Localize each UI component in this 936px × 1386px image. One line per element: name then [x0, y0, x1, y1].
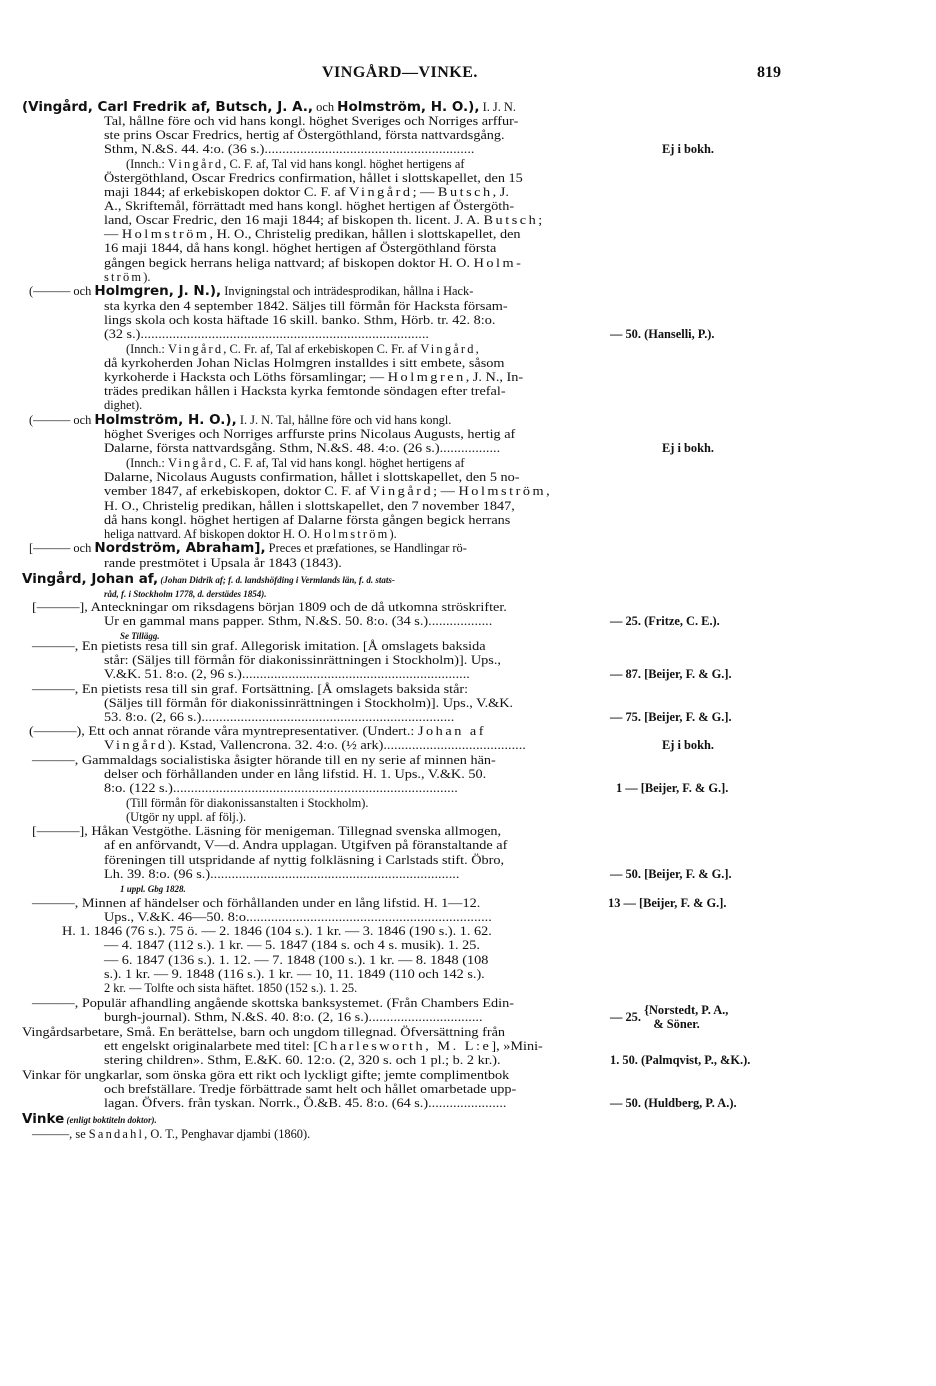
price-entry: — 87. [Beijer, F. & G.]. [610, 667, 732, 681]
line-segment: s.). 1 kr. — 9. 1848 (116 s.). 1 kr. — 10, 11. 1849 (110 och 142 s.). [104, 967, 485, 981]
line-segment: delser och förhållanden under en lång lifstid. H. 1. Ups., V.&K. 50. [104, 767, 487, 781]
line-segment: 1 uppl. Gbg 1828. [120, 884, 186, 894]
line-segment: maji 1844; af erkebiskopen doktor C. F. af [104, 185, 350, 199]
text-line [104, 513, 510, 528]
line-segment: ———, se [32, 1127, 89, 1141]
line-segment: , C. F. af, Tal vid hans kongl. höghet hertigens af [223, 157, 465, 171]
text-line [120, 881, 186, 897]
text-line [29, 413, 451, 428]
line-segment: land, Oscar Fredric, den 16 maji 1844; af biskopen th. licent. J. A. [104, 213, 484, 227]
entry-heading: Nordström, Abraham], [94, 540, 266, 556]
line-segment: Johan af [417, 724, 487, 738]
text-line [104, 313, 495, 328]
text-line [104, 327, 429, 342]
text-line [104, 227, 521, 242]
text-line [104, 185, 509, 200]
text-line [104, 910, 492, 925]
text-line [104, 142, 474, 157]
text-line [32, 753, 496, 768]
line-segment: A., Skriftemål, förrättadt med hans kongl. höghet hertigen af Östergöth- [104, 199, 515, 213]
line-segment: ). Kstad, Vallencrona. 32. 4:o. (½ ark)........................................ [167, 738, 526, 752]
line-segment: H. 1. 1846 (76 s.). 75 ö. — 2. 1846 (104 s.). 1 kr. — 3. 1846 (190 s.). 1. 62. [62, 924, 492, 938]
line-segment: Dalarne, första nattvardsgång. Sthm, N.&S. 48. 4:o. (26 s.)................. [104, 441, 501, 455]
line-segment: ———, Gammaldags socialistiska åsigter hörande till en ny serie af minnen hän- [32, 753, 496, 767]
line-segment: , [475, 342, 479, 356]
text-line [32, 1127, 310, 1142]
line-segment: råd, f. i Stockholm 1778, d. derstädes 1854). [104, 589, 267, 599]
line-segment: 8:o. (122 s.)................................................................................ [104, 781, 458, 795]
price-entry: — 25. {Norstedt, P. A., & Söner. [610, 1003, 729, 1031]
line-segment: (Innch.: [126, 342, 168, 356]
line-segment: ; [538, 213, 543, 227]
text-line [104, 981, 357, 996]
text-line [104, 370, 523, 385]
price-entry: 1. 50. (Palmqvist, P., &K.). [610, 1053, 751, 1067]
line-segment: , J. [492, 185, 509, 199]
line-segment: ett engelskt originalarbete med titel: [ [104, 1039, 319, 1053]
line-segment: ; — [433, 484, 459, 498]
line-segment: lings skola och kosta häftade 16 skill. banko. Sthm, Hörb. tr. 42. 8:o. [104, 313, 496, 327]
line-segment: Vingård [167, 157, 224, 171]
line-segment: H. O., Christelig predikan, hållen i slottskapellet, den 7 november 1847, [104, 499, 515, 513]
line-segment: ste prins Oscar Fredrics, hertig af Östergöthland, första nattvardsgång. [104, 128, 505, 142]
line-segment: (——— och [29, 413, 95, 427]
line-segment: ström [104, 270, 144, 284]
text-line [104, 441, 500, 456]
line-segment: Butsch [483, 213, 539, 227]
text-line [104, 710, 454, 725]
line-segment: (Johan Didrik af; f. d. landshöfding i Vermlands län, f. d. stats- [158, 575, 395, 585]
text-line [29, 541, 467, 556]
text-line [104, 738, 526, 753]
text-line [104, 484, 550, 499]
line-segment: lagan. Öfvers. från tyskan. Norrk., Ö.&B. 45. 8:o. (64 s.)...................... [104, 1096, 507, 1110]
line-segment: , [546, 484, 550, 498]
line-segment: sta kyrka den 4 september 1842. Säljes till förmån för Hacksta försam- [104, 299, 508, 313]
line-segment: trädes predikan hållen i Hacksta kyrka femtonde söndagen efter trefal- [104, 384, 506, 398]
price-entry: — 50. (Hanselli, P.). [610, 327, 715, 341]
text-line [104, 853, 504, 868]
line-segment: (32 s.)................................................................................. [104, 327, 429, 341]
line-segment: Charlesworth, M. L:e [318, 1039, 492, 1053]
line-segment: 2 kr. — Tolfte och sista häftet. 1850 (152 s.). 1. 25. [104, 981, 358, 995]
text-line [126, 157, 464, 172]
line-segment: ). [389, 527, 397, 541]
text-line [104, 213, 542, 228]
line-segment: Vingård [420, 342, 476, 356]
text-line [104, 128, 505, 143]
text-line [32, 824, 501, 839]
line-segment: ). [143, 270, 151, 284]
page-number: 819 [757, 64, 781, 81]
line-segment: dighet). [104, 398, 143, 412]
text-line [104, 696, 513, 711]
line-segment: , C. Fr. af, Tal af erkebiskopen C. Fr. af [223, 342, 421, 356]
entry-heading: Vingård, Johan af, [22, 571, 159, 587]
line-segment: och [313, 100, 338, 114]
text-line [22, 1112, 157, 1128]
text-line [104, 938, 480, 953]
text-line [104, 967, 485, 982]
text-line [126, 342, 479, 357]
text-line [104, 384, 506, 399]
line-segment: Se Tillägg. [120, 631, 160, 641]
line-segment: ; — [412, 185, 438, 199]
line-segment: Ur en gammal mans papper. Sthm, N.&S. 50. 8:o. (34 s.).................. [104, 614, 493, 628]
line-segment: kyrkoherde i Hacksta och Löths församlingar; — [104, 370, 388, 384]
price-entry: — 50. (Huldberg, P. A.). [610, 1096, 737, 1110]
text-line [104, 241, 496, 256]
text-line [32, 896, 480, 911]
text-line [32, 682, 468, 697]
text-line [62, 924, 492, 939]
line-segment: och brefställare. Tredje förbättrade samt helt och hållet omarbetade upp- [104, 1082, 517, 1096]
line-segment: [———], Anteckningar om riksdagens början 1809 och de då utkomna ströskrifter. [32, 600, 507, 614]
price-entry: — 50. [Beijer, F. & G.]. [610, 867, 732, 881]
price-entry: 13 — [Beijer, F. & G.]. [608, 896, 727, 910]
line-segment: Tal, hållne före och vid hans kongl. höghet Sveriges och Norriges arffur- [104, 114, 519, 128]
line-segment: I. J. N. [479, 100, 516, 114]
price-entry: — 75. [Beijer, F. & G.]. [610, 710, 732, 724]
line-segment: Holm- [473, 256, 524, 270]
text-line [104, 356, 504, 371]
line-segment: — 4. 1847 (112 s.). 1 kr. — 5. 1847 (184 s. och 4 s. musik). 1. 25. [104, 938, 480, 952]
line-segment: Sthm, N.&S. 44. 4:o. (36 s.)........................................................... [104, 142, 475, 156]
line-segment: ], »Mini- [491, 1039, 543, 1053]
entry-heading: (Vingård, Carl Fredrik af, Butsch, J. A., [22, 99, 314, 115]
running-head [0, 64, 936, 86]
text-line [32, 600, 507, 615]
line-segment: (enligt boktiteln doktor). [64, 1115, 157, 1125]
text-line [104, 199, 514, 214]
line-segment: Vingård [349, 185, 413, 199]
text-line [104, 1053, 501, 1068]
line-segment: V.&K. 51. 8:o. (2, 96 s.)................................................................ [104, 667, 470, 681]
price-entry: — 25. (Fritze, C. E.). [610, 614, 720, 628]
text-line [104, 838, 507, 853]
text-line [104, 1039, 543, 1054]
text-line [126, 796, 369, 811]
line-segment: Vingård [369, 484, 434, 498]
entry-heading: Holmström, H. O.), [94, 412, 237, 428]
line-segment: gången begick herrans heliga nattvard; af biskopen doktor H. O. [104, 256, 474, 270]
text-line [32, 996, 514, 1011]
text-line [104, 667, 470, 682]
line-segment: Holmgren [387, 370, 466, 384]
line-segment: Vingård [104, 738, 168, 752]
line-segment: Lh. 39. 8:o. (96 s.)...................................................................... [104, 867, 460, 881]
text-line [32, 639, 486, 654]
line-segment: Östergöthland, Oscar Fredrics confirmation, hållet i slottskapellet, den 15 [104, 171, 523, 185]
line-segment: står: (Säljes till förmån för diakonissinrättningen i Stockholm)]. Ups., [104, 653, 501, 667]
price-entry: Ej i bokh. [662, 738, 714, 752]
line-segment: Invigningstal och inträdesprodikan, hållna i Hack- [221, 284, 474, 298]
line-segment: , H. O., Christelig predikan, hållen i slottskapellet, den [209, 227, 521, 241]
text-line [29, 284, 473, 299]
line-segment: (——— och [29, 284, 95, 298]
entry-heading: Holmström, H. O.), [337, 99, 480, 115]
line-segment: (Utgör ny uppl. af följ.). [126, 810, 247, 824]
text-line [22, 1068, 509, 1083]
text-line [126, 810, 246, 825]
line-segment: Holmström [313, 527, 390, 541]
text-line [104, 299, 508, 314]
line-segment: Butsch [437, 185, 493, 199]
line-segment: (———), Ett och annat rörande våra myntrepresentativer. (Undert.: [29, 724, 418, 738]
line-segment: rande prestmötet i Upsala år 1843 (1843). [104, 556, 342, 570]
text-line [104, 781, 458, 796]
line-segment: (Säljes till förmån för diakonissinrättningen i Stockholm)]. Ups., V.&K. [104, 696, 514, 710]
line-segment: Holmström [458, 484, 547, 498]
entry-heading: Holmgren, J. N.), [94, 283, 222, 299]
text-line [104, 767, 486, 782]
line-segment: Preces et præfationes, se Handlingar rö- [265, 541, 467, 555]
text-line [104, 953, 488, 968]
line-segment: Dalarne, Nicolaus Augusts confirmation, hållet i slottskapellet, den 5 no- [104, 470, 520, 484]
text-line [22, 1025, 505, 1040]
text-line [104, 653, 501, 668]
line-segment: Sandahl [88, 1127, 145, 1141]
line-segment: (Innch.: [126, 456, 168, 470]
text-line [22, 100, 516, 115]
line-segment: [——— och [29, 541, 95, 555]
text-line [104, 256, 523, 271]
line-segment: , J. N., In- [465, 370, 524, 384]
text-line [104, 1082, 516, 1097]
line-segment: burgh-journal). Sthm, N.&S. 40. 8:o. (2, 16 s.)................................ [104, 1010, 483, 1024]
line-segment: (Till förmån för diakonissanstalten i Stockholm). [126, 796, 369, 810]
text-line [104, 614, 492, 629]
line-segment: [———], Håkan Vestgöthe. Läsning för menigeman. Tillegnad svenska allmogen, [32, 824, 502, 838]
text-line [104, 1096, 506, 1111]
line-segment: , C. F. af, Tal vid hans kongl. höghet hertigens af [223, 456, 465, 470]
line-segment: heliga nattvard. Af biskopen doktor H. O. [104, 527, 314, 541]
text-line [126, 456, 464, 471]
page-title: VINGÅRD—VINKE. [322, 64, 478, 81]
line-segment: ———, En pietists resa till sin graf. Allegorisk imitation. [Å omslagets baksida [32, 639, 486, 653]
line-segment: , O. T., Penghavar djambi (1860). [144, 1127, 311, 1141]
line-segment: Ups., V.&K. 46—50. 8:o..................................................................... [104, 910, 492, 924]
line-segment: 16 maji 1844, då hans kongl. höghet hertigen af Östergöthland första [104, 241, 497, 255]
text-line [104, 556, 342, 571]
line-segment: då kyrkoherden Johan Niclas Holmgren installdes i sitt embete, såsom [104, 356, 505, 370]
line-segment: då hans kongl. höghet hertigen af Dalarne första gången begick herrans [104, 513, 511, 527]
text-line [104, 398, 142, 413]
line-segment: höghet Sveriges och Norriges arffurste prins Nicolaus Augusts, hertig af [104, 427, 516, 441]
text-line [104, 470, 520, 485]
line-segment: — 6. 1847 (136 s.). 1. 12. — 7. 1848 (100 s.). 1 kr. — 8. 1848 (108 [104, 953, 489, 967]
price-entry: Ej i bokh. [662, 441, 714, 455]
text-line [104, 499, 515, 514]
line-segment: ———, En pietists resa till sin graf. Fortsättning. [Å omslagets baksida står: [32, 682, 469, 696]
line-segment: Holmström [121, 227, 210, 241]
text-line [104, 171, 523, 186]
entry-heading: Vinke [22, 1111, 65, 1127]
line-segment: 53. 8:o. (2, 66 s.)....................................................................... [104, 710, 455, 724]
line-segment: föreningen till utspridande af nyttig folkläsning i Carlstads stift. Öbro, [104, 853, 505, 867]
line-segment: stering children». Sthm, E.&K. 60. 12:o. (2, 320 s. och 1 pl.; b. 2 kr.). [104, 1053, 501, 1067]
price-entry: Ej i bokh. [662, 142, 714, 156]
line-segment: vember 1847, af erkebiskopen, doktor C. F. af [104, 484, 370, 498]
line-segment: ———, Minnen af händelser och förhållanden under en lång lifstid. H. 1—12. [32, 896, 481, 910]
text-line [104, 867, 459, 882]
line-segment: Vingård [167, 342, 224, 356]
text-line [29, 724, 486, 739]
text-line [104, 114, 518, 129]
line-segment: ———, Populär afhandling angående skottska banksystemet. (Från Chambers Edin- [32, 996, 515, 1010]
line-segment: af en anförvandt, V—d. Andra upplagan. Utgifven på föranstaltande af [104, 838, 508, 852]
line-segment: Vinkar för ungkarlar, som önska göra ett rikt och lyckligt gifte; jemte complimentbok [22, 1068, 510, 1082]
price-entry: 1 — [Beijer, F. & G.]. [616, 781, 729, 795]
line-segment: Vingård [167, 456, 224, 470]
line-segment: — [104, 227, 122, 241]
line-segment: Vingårdsarbetare, Små. En berättelse, barn och ungdom tillegnad. Öfversättning från [22, 1025, 506, 1039]
line-segment: I. J. N. Tal, hållne före och vid hans kongl. [236, 413, 452, 427]
line-segment: (Innch.: [126, 157, 168, 171]
text-line [104, 1010, 483, 1025]
text-line [104, 427, 515, 442]
